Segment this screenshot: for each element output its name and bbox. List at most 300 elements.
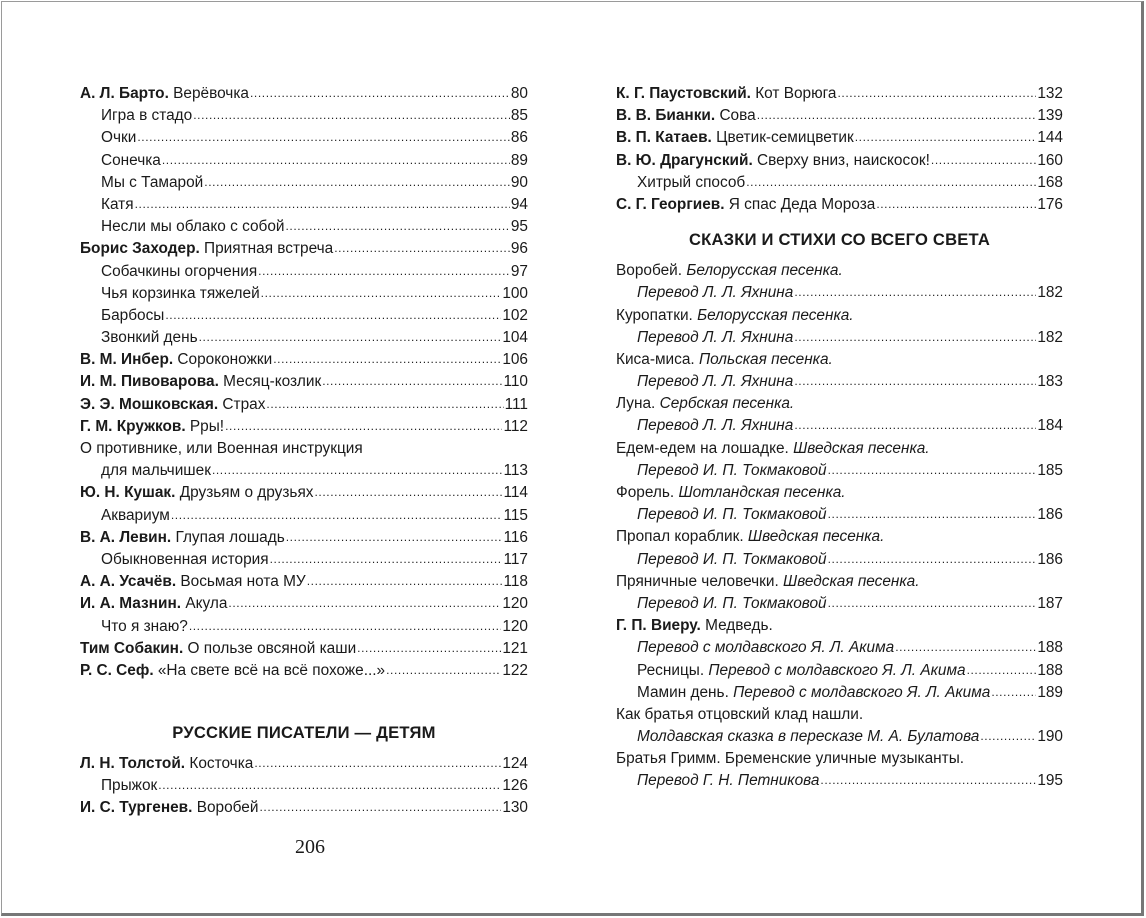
toc-entry	[80, 105, 528, 127]
toc-title: Глупая лошадь	[175, 528, 285, 546]
toc-entry	[616, 593, 1063, 615]
toc-page-number: 94	[510, 195, 528, 213]
toc-entry-text	[80, 438, 363, 460]
toc-author: К. Г. Паустовский.	[616, 85, 751, 102]
toc-entry	[616, 260, 1063, 282]
toc-entry	[80, 349, 528, 371]
toc-title: Восьмая нота МУ	[180, 573, 306, 591]
toc-author: И. А. Мазнин.	[80, 595, 182, 613]
toc-entry-text	[101, 105, 192, 127]
toc-page-number: 116	[503, 528, 528, 546]
toc-entry-text	[637, 637, 894, 659]
dot-leader	[334, 237, 510, 259]
toc-page-number: 190	[1037, 728, 1063, 746]
toc-page-number: 176	[1037, 195, 1063, 213]
toc-page-number: 120	[502, 617, 528, 635]
toc-title: Кот Ворюга	[755, 85, 837, 102]
toc-title: Катя	[101, 195, 134, 213]
toc-entry-text	[101, 261, 257, 283]
toc-title: Страх	[222, 395, 266, 413]
toc-entry-text	[101, 216, 284, 238]
toc-title: Сверху вниз, наискосок!	[757, 151, 930, 169]
toc-title: Пряничные человечки.	[616, 572, 779, 590]
dot-leader	[261, 282, 502, 304]
dot-leader	[212, 459, 503, 481]
toc-title: Прыжок	[101, 777, 158, 795]
toc-entry	[80, 394, 528, 416]
toc-page-number: 106	[502, 351, 528, 369]
toc-author: В. В. Бианки.	[616, 107, 716, 125]
toc-right-column	[616, 83, 1063, 793]
toc-entry-text	[80, 416, 224, 438]
toc-note: Перевод И. П. Токмаковой	[637, 506, 827, 524]
toc-note: Шведская песенка.	[783, 572, 920, 590]
toc-title: Хитрый способ	[637, 173, 746, 191]
dot-leader	[895, 636, 1036, 658]
toc-entry	[616, 438, 1063, 460]
toc-entry-text	[101, 283, 260, 305]
toc-title: Собачкины огорчения	[101, 262, 258, 280]
dot-leader	[876, 193, 1036, 215]
section-heading-russian: РУССКИЕ ПИСАТЕЛИ — ДЕТЯМ	[172, 723, 436, 743]
toc-entry-text	[616, 571, 920, 593]
toc-author: В. А. Левин.	[80, 528, 172, 546]
toc-entry	[80, 460, 528, 482]
page-number: 206	[295, 836, 325, 858]
toc-page-number: 139	[1037, 107, 1063, 125]
toc-title: Чья корзинка тяжелей	[101, 284, 260, 302]
toc-title: Едем-едем на лошадке.	[616, 439, 789, 457]
toc-entry-text	[616, 704, 863, 726]
toc-entry-text	[616, 194, 875, 216]
toc-note: Шотландская песенка.	[678, 484, 846, 501]
toc-page-number: 182	[1037, 328, 1063, 346]
dot-leader	[828, 592, 1037, 614]
toc-page-number: 182	[1037, 284, 1063, 302]
toc-author: В. М. Инбер.	[80, 351, 174, 369]
dot-leader	[357, 637, 501, 659]
toc-entry	[80, 593, 528, 615]
toc-page-number: 183	[1037, 373, 1063, 391]
dot-leader	[838, 82, 1037, 104]
toc-page-number: 97	[510, 262, 528, 280]
toc-note: Белорусская песенка.	[686, 262, 843, 280]
toc-entry	[616, 105, 1063, 127]
toc-entry-text	[616, 615, 773, 637]
dot-leader	[314, 481, 502, 503]
section-heading-world: СКАЗКИ И СТИХИ СО ВСЕГО СВЕТА	[688, 230, 991, 250]
toc-author: И. С. Тургенев.	[80, 799, 193, 817]
toc-title: Воробей	[196, 799, 259, 817]
toc-page-number: 90	[510, 173, 528, 191]
toc-page-number: 85	[510, 107, 528, 125]
toc-page-number: 160	[1037, 151, 1063, 169]
toc-entry-text	[637, 549, 827, 571]
toc-entry	[80, 527, 528, 549]
dot-leader	[250, 82, 510, 104]
toc-entry-text	[101, 616, 188, 638]
toc-author: Г. М. Кружков.	[80, 417, 186, 435]
toc-entry-text	[616, 305, 854, 327]
dot-leader	[254, 752, 501, 774]
toc-entry-text	[637, 726, 979, 748]
toc-entry-text	[101, 549, 269, 571]
toc-entry	[80, 238, 528, 260]
toc-entry-text	[80, 83, 249, 105]
toc-entry	[616, 504, 1063, 526]
toc-entry-text	[80, 527, 285, 549]
toc-entry	[616, 415, 1063, 437]
toc-entry	[80, 660, 528, 682]
toc-entry-text	[616, 83, 837, 105]
toc-page-number: 186	[1037, 550, 1063, 568]
toc-entry	[616, 571, 1063, 593]
toc-entry	[616, 549, 1063, 571]
toc-entry	[616, 460, 1063, 482]
toc-note: Перевод Г. Н. Петникова	[637, 772, 820, 790]
toc-title: Медведь.	[705, 617, 773, 635]
toc-author: Р. С. Сеф.	[80, 661, 154, 679]
dot-leader	[165, 304, 501, 326]
toc-title: Форель.	[616, 484, 675, 501]
toc-title: Куропатки.	[616, 306, 693, 324]
toc-entry	[80, 753, 528, 775]
toc-entry	[616, 150, 1063, 172]
toc-title: Луна.	[616, 395, 656, 413]
spacer	[616, 251, 1063, 260]
toc-title: Аквариум	[101, 506, 170, 524]
toc-author: А. А. Усачёв.	[80, 573, 177, 591]
toc-entry-text	[80, 394, 265, 416]
toc-page-number: 185	[1037, 461, 1063, 479]
dot-leader	[991, 681, 1036, 703]
toc-entry-text	[80, 797, 258, 819]
toc-entry-text	[101, 194, 134, 216]
toc-entry	[80, 83, 528, 105]
toc-title: Приятная встреча	[204, 240, 334, 258]
toc-list-world	[616, 260, 1063, 793]
toc-title: Барбосы	[101, 306, 165, 324]
toc-entry	[616, 615, 1063, 637]
spacer	[80, 682, 528, 722]
toc-title: Косточка	[189, 755, 254, 773]
toc-page-number: 120	[502, 595, 528, 613]
toc-entry	[616, 393, 1063, 415]
toc-page-number: 112	[503, 417, 528, 435]
toc-title: Братья Гримм. Бременские уличные музыканты.	[616, 750, 965, 768]
toc-page-number: 188	[1037, 639, 1063, 657]
toc-page-number: 126	[502, 777, 528, 795]
toc-entry-text	[101, 305, 164, 327]
toc-entry-text	[80, 482, 313, 504]
dot-leader	[162, 149, 510, 171]
toc-entry	[80, 283, 528, 305]
toc-note: Перевод И. П. Токмаковой	[637, 550, 827, 568]
toc-entry	[80, 305, 528, 327]
toc-entry	[616, 526, 1063, 548]
toc-entry	[80, 371, 528, 393]
toc-author: А. Л. Барто.	[80, 85, 169, 102]
dot-leader	[386, 659, 501, 681]
dot-leader	[137, 126, 510, 148]
toc-page-number: 168	[1037, 173, 1063, 191]
dot-leader	[204, 171, 510, 193]
toc-author: Г. П. Виеру.	[616, 617, 701, 635]
toc-list-left	[80, 83, 528, 682]
toc-entry	[80, 797, 528, 819]
toc-author: Тим Собакин.	[80, 639, 184, 657]
toc-entry	[80, 505, 528, 527]
toc-page-number: 80	[510, 85, 528, 102]
toc-title: Друзьям о друзьях	[179, 484, 314, 502]
toc-entry	[80, 638, 528, 660]
dot-leader	[285, 215, 509, 237]
dot-leader	[322, 370, 502, 392]
dot-leader	[757, 104, 1037, 126]
toc-entry	[616, 127, 1063, 149]
toc-entry-text	[637, 371, 793, 393]
toc-entry-text	[616, 438, 930, 460]
toc-entry-text	[101, 775, 157, 797]
toc-title: Что я знаю?	[101, 617, 188, 635]
toc-entry	[80, 438, 528, 460]
toc-entry	[80, 482, 528, 504]
toc-entry-text	[616, 526, 884, 548]
toc-entry	[80, 571, 528, 593]
dot-leader	[855, 126, 1037, 148]
toc-entry	[80, 616, 528, 638]
toc-entry	[616, 349, 1063, 371]
toc-note: Польская песенка.	[698, 350, 833, 368]
toc-entry-text	[80, 753, 253, 775]
toc-title: Звонкий день	[101, 329, 198, 347]
dot-leader	[270, 548, 503, 570]
toc-entry	[80, 127, 528, 149]
toc-page-number: 96	[510, 240, 528, 258]
dot-leader	[171, 504, 503, 526]
toc-title: Я спас Деда Мороза	[728, 195, 876, 213]
toc-page-number: 113	[503, 462, 528, 480]
toc-title: Сороконожки	[177, 351, 273, 369]
toc-entry	[80, 416, 528, 438]
toc-left-column	[80, 83, 528, 820]
toc-entry-text	[101, 172, 203, 194]
toc-title: Сонечка	[101, 151, 161, 169]
toc-entry	[616, 726, 1063, 748]
toc-entry-text	[80, 593, 227, 615]
toc-author: Борис Заходер.	[80, 240, 200, 258]
toc-title: Ресницы.	[637, 661, 705, 679]
dot-leader	[259, 796, 501, 818]
toc-page-number: 195	[1037, 772, 1063, 790]
toc-entry	[80, 261, 528, 283]
toc-title: Воробей.	[616, 262, 683, 280]
toc-entry-text	[616, 105, 756, 127]
toc-author: С. Г. Георгиев.	[616, 195, 725, 213]
toc-note: Перевод И. П. Токмаковой	[637, 594, 827, 612]
dot-leader	[286, 526, 503, 548]
toc-entry	[616, 704, 1063, 726]
toc-note: Перевод с молдавского Я. Л. Акима	[708, 661, 966, 679]
toc-entry	[616, 327, 1063, 349]
toc-entry-text	[616, 127, 854, 149]
toc-entry-text	[616, 260, 843, 282]
toc-entry	[80, 775, 528, 797]
toc-title: Несли мы облако с собой	[101, 218, 285, 236]
toc-entry-text	[80, 349, 272, 371]
toc-page-number: 104	[502, 329, 528, 347]
toc-entry-text	[637, 593, 827, 615]
toc-note: Белорусская песенка.	[697, 306, 854, 324]
toc-entry-text	[101, 127, 136, 149]
toc-page-number: 144	[1037, 129, 1063, 147]
dot-leader	[794, 414, 1036, 436]
dot-leader	[266, 393, 503, 415]
toc-entry	[616, 748, 1063, 770]
dot-leader	[967, 659, 1037, 681]
toc-page-number: 121	[502, 639, 528, 657]
toc-title: Рры!	[189, 417, 225, 435]
toc-entry	[616, 172, 1063, 194]
toc-note: Перевод с молдавского Я. Л. Акима	[637, 639, 895, 657]
toc-entry	[616, 770, 1063, 792]
toc-entry-text	[80, 660, 385, 682]
toc-entry	[616, 371, 1063, 393]
toc-author: Э. Э. Мошковская.	[80, 395, 219, 413]
toc-entry-text	[637, 460, 827, 482]
toc-entry-text	[637, 282, 793, 304]
dot-leader	[193, 104, 510, 126]
toc-title: О противнике, или Военная инструкция	[80, 440, 363, 457]
toc-entry-text	[80, 571, 306, 593]
dot-leader	[746, 171, 1036, 193]
dot-leader	[794, 281, 1036, 303]
toc-title: Обыкновенная история	[101, 550, 269, 568]
toc-note: Перевод Л. Л. Яхнина	[637, 328, 794, 346]
toc-title: Мамин день.	[637, 683, 729, 701]
toc-entry-text	[637, 682, 990, 704]
toc-page-number: 188	[1037, 661, 1063, 679]
toc-page-number: 124	[502, 755, 528, 773]
toc-note: Перевод Л. Л. Яхнина	[637, 373, 794, 391]
toc-page-number: 110	[503, 373, 528, 391]
toc-page-number: 122	[502, 661, 528, 679]
toc-entry-text	[616, 150, 930, 172]
toc-entry	[616, 482, 1063, 504]
toc-title: Сова	[719, 107, 756, 125]
toc-page-number: 189	[1037, 683, 1063, 701]
toc-title: Верёвочка	[173, 85, 249, 102]
toc-page-number: 187	[1037, 594, 1063, 612]
toc-title: Мы с Тамарой	[101, 173, 204, 191]
toc-page-number: 117	[503, 550, 528, 568]
dot-leader	[794, 326, 1036, 348]
toc-entry	[80, 327, 528, 349]
toc-entry-text	[637, 172, 745, 194]
toc-page-number: 186	[1037, 506, 1063, 524]
toc-note: Шведская песенка.	[747, 528, 885, 546]
toc-note: Молдавская сказка в пересказе М. А. Булатова	[637, 728, 980, 746]
toc-title: Игра в стадо	[101, 107, 193, 125]
toc-entry-text	[637, 504, 827, 526]
toc-title: «На свете всё на всё похоже...»	[157, 661, 386, 679]
toc-note: Сербская песенка.	[659, 395, 795, 413]
dot-leader	[189, 615, 502, 637]
toc-entry	[80, 172, 528, 194]
toc-entry	[616, 637, 1063, 659]
toc-note: Шведская песенка.	[793, 439, 930, 457]
toc-author: В. П. Катаев.	[616, 129, 712, 147]
toc-entry-text	[616, 482, 846, 504]
toc-entry-text	[637, 770, 819, 792]
toc-page-number: 95	[510, 218, 528, 236]
toc-entry	[80, 549, 528, 571]
toc-entry-text	[637, 660, 966, 682]
dot-leader	[828, 459, 1037, 481]
dot-leader	[273, 348, 501, 370]
toc-entry-text	[101, 460, 211, 482]
dot-leader	[931, 149, 1036, 171]
toc-author: Ю. Н. Кушак.	[80, 484, 176, 502]
toc-entry	[80, 150, 528, 172]
toc-title: Цветик-семицветик	[716, 129, 854, 147]
toc-page-number: 118	[503, 573, 528, 591]
toc-note: Перевод И. П. Токмаковой	[637, 461, 827, 479]
toc-title: Акула	[185, 595, 228, 613]
toc-entry-text	[637, 415, 793, 437]
toc-title: для мальчишек	[101, 462, 211, 480]
toc-note: Перевод с молдавского Я. Л. Акима	[733, 683, 991, 701]
dot-leader	[135, 193, 510, 215]
toc-entry-text	[101, 505, 170, 527]
toc-entry-text	[80, 238, 333, 260]
toc-page-number: 132	[1037, 85, 1063, 102]
dot-leader	[258, 260, 510, 282]
toc-page-number: 86	[510, 129, 528, 147]
toc-author: И. М. Пивоварова.	[80, 373, 219, 391]
toc-title: Как братья отцовский клад нашли.	[616, 705, 864, 723]
toc-entry	[616, 83, 1063, 105]
toc-entry-text	[80, 371, 321, 393]
toc-title: Месяц-козлик	[223, 373, 322, 391]
dot-leader	[794, 370, 1036, 392]
toc-entry-text	[101, 150, 161, 172]
toc-entry	[616, 194, 1063, 216]
toc-entry-text	[80, 638, 356, 660]
toc-entry	[616, 682, 1063, 704]
toc-title: Киса-миса.	[616, 350, 695, 368]
toc-page-number: 102	[502, 306, 528, 324]
toc-title: Очки	[101, 129, 137, 147]
toc-note: Перевод Л. Л. Яхнина	[637, 284, 794, 302]
toc-page-number: 114	[503, 484, 528, 502]
toc-page-number: 184	[1037, 417, 1063, 435]
dot-leader	[307, 570, 503, 592]
toc-entry	[80, 216, 528, 238]
toc-page-number: 100	[502, 284, 528, 302]
toc-note: Перевод Л. Л. Яхнина	[637, 417, 794, 435]
dot-leader	[820, 769, 1036, 791]
toc-list-russian	[80, 753, 528, 820]
toc-author: Л. Н. Толстой.	[80, 755, 186, 773]
toc-entry	[80, 194, 528, 216]
toc-author: В. Ю. Драгунский.	[616, 151, 753, 169]
toc-entry	[616, 660, 1063, 682]
toc-entry-text	[616, 349, 833, 371]
toc-title: О пользе овсяной каши	[187, 639, 357, 657]
dot-leader	[158, 774, 501, 796]
dot-leader	[980, 725, 1036, 747]
